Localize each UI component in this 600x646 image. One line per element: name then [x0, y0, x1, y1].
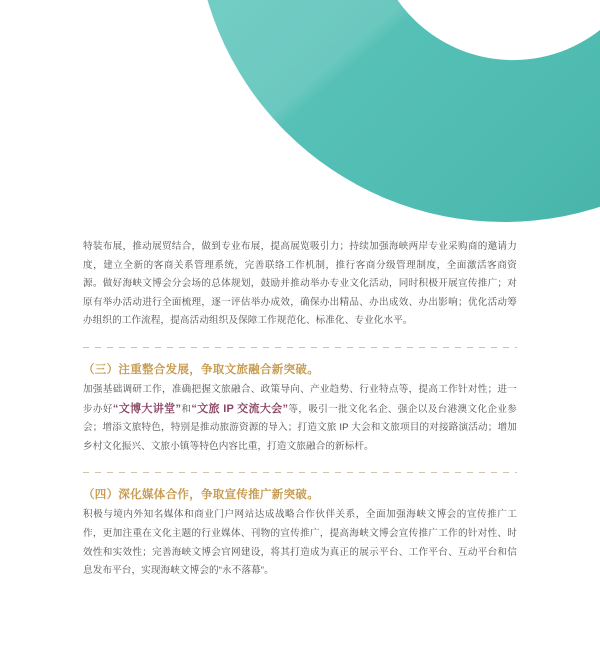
section-4-paragraph: 积极与境内外知名媒体和商业门户网站达成战略合作伙伴关系，全面加强海峡文博会的宣传推广工作，更加注重在文化主题的行业媒体、刊物的宣传推广，提高海峡文博会宣传推广工作的针对性、时效性和实效性；完善海峡文博会官网建设，将其打造成为真正的展示平台、工作平台、互动平台和信息发布平台，实现海峡文博会的“永不落幕”。: [83, 509, 517, 577]
dashed-divider: [83, 347, 517, 348]
section-3-text: 和: [181, 403, 192, 415]
section-3-text: 加强基础调研工作，准确把握文旅融合、政策导向、产业趋势、行业特点等，提高工作针对性；进一步办好: [83, 383, 517, 415]
text-column: [83, 0, 517, 581]
dashed-divider: [83, 472, 517, 473]
highlighted-term-wenbo-lecture: “文博大讲堂”: [112, 402, 182, 415]
section-4-heading: （四）深化媒体合作，争取宣传推广新突破。: [83, 489, 319, 502]
section-3-text: 等，吸引一批文化名企、强企以及台港澳文化企业参会；增添文旅特色，特别是推动旅游资源的导入；打造文旅 IP 大会和文旅项目的对接路演活动；增加乡村文化振兴、文旅小镇等特色内容比重，打造文旅融合的新标杆。: [83, 403, 517, 452]
section-3-paragraph: [83, 381, 517, 456]
highlighted-term-ip-conference: “文旅 IP 交流大会”: [191, 402, 289, 415]
section-3-heading: （三）注重整合发展，争取文旅融合新突破。: [83, 363, 319, 376]
intro-paragraph: 特装布展，推动展贸结合，做到专业布展，提高展览吸引力；持续加强海峡两岸专业采购商的邀请力度，建立全新的客商关系管理系统，完善联络工作机制，推行客商分级管理制度，全面激活客商资源。做好海峡文博会分会场的总体规划，鼓励并推动举办专业文化活动，同时积极开展宣传推广；对原有举办活动进行全面梳理，逐一评估举办成效，确保办出精品、办出成效、办出影响；优化活动筹办组织的工作流程，提高活动组织及保障工作规范化、标准化、专业化水平。: [83, 241, 517, 327]
